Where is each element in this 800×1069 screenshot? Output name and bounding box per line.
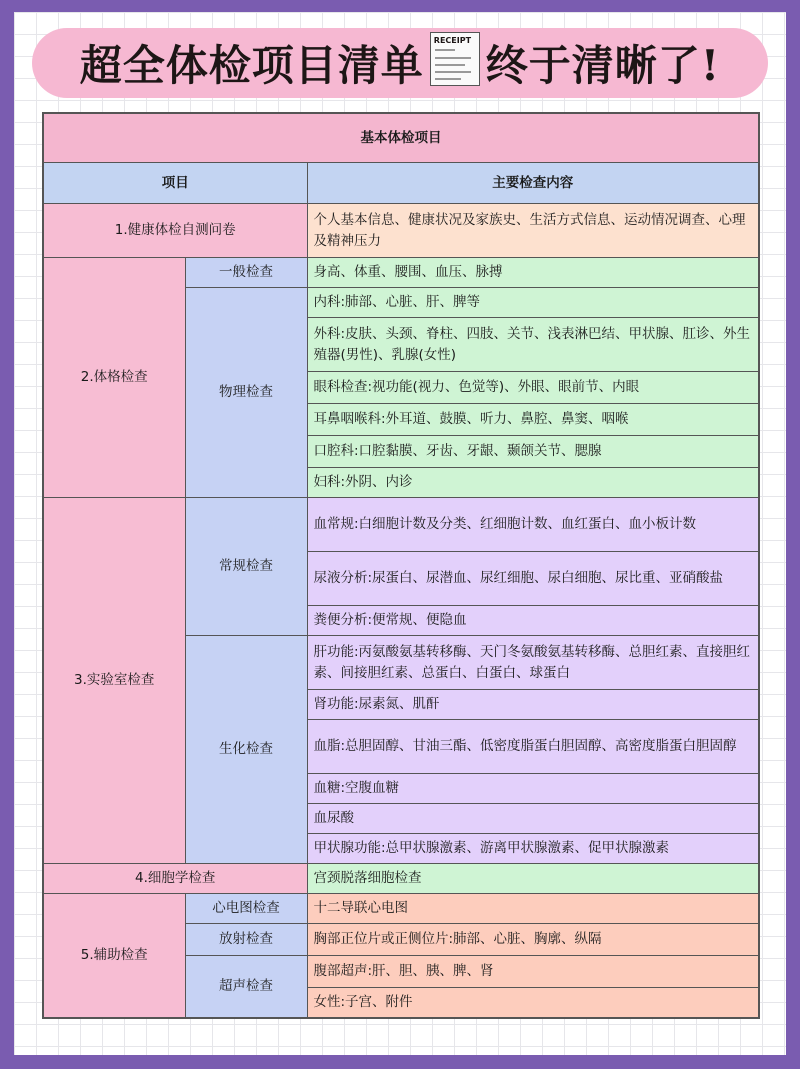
table-header: 基本体检项目 <box>43 113 759 163</box>
table-cell: 粪便分析:便常规、便隐血 <box>307 606 759 636</box>
receipt-icon-text: RECEIPT <box>433 36 472 45</box>
section-label: 2.体格检查 <box>43 258 185 498</box>
table-cell: 个人基本信息、健康状况及家族史、生活方式信息、运动情况调查、心理及精神压力 <box>307 204 759 258</box>
table-cell: 眼科检查:视功能(视力、色觉等)、外眼、眼前节、内眼 <box>307 372 759 404</box>
group-label: 物理检查 <box>185 288 307 498</box>
group-label: 超声检查 <box>185 956 307 1019</box>
column-header-item: 项目 <box>43 163 307 204</box>
table-cell: 口腔科:口腔黏膜、牙齿、牙龈、颞颌关节、腮腺 <box>307 436 759 468</box>
table-cell: 耳鼻咽喉科:外耳道、鼓膜、听力、鼻腔、鼻窦、咽喉 <box>307 404 759 436</box>
table-cell: 女性:子宫、附件 <box>307 988 759 1019</box>
exam-table <box>42 112 760 1019</box>
group-label: 常规检查 <box>185 498 307 636</box>
group-label: 一般检查 <box>185 258 307 288</box>
table-cell: 血常规:白细胞计数及分类、红细胞计数、血红蛋白、血小板计数 <box>307 498 759 552</box>
table-cell: 内科:肺部、心脏、肝、脾等 <box>307 288 759 318</box>
table-cell: 身高、体重、腰围、血压、脉搏 <box>307 258 759 288</box>
group-label: 心电图检查 <box>185 894 307 924</box>
receipt-icon <box>430 32 480 86</box>
table-cell: 血糖:空腹血糖 <box>307 774 759 804</box>
group-label: 放射检查 <box>185 924 307 956</box>
table-cell: 肝功能:丙氨酸氨基转移酶、天门冬氨酸氨基转移酶、总胆红素、直接胆红素、间接胆红素、总蛋白、白蛋白、球蛋白 <box>307 636 759 690</box>
section-label: 1.健康体检自测问卷 <box>43 204 307 258</box>
title-text-before: 超全体检项目清单 <box>79 41 424 90</box>
table-cell: 肾功能:尿素氮、肌酐 <box>307 690 759 720</box>
table-cell: 妇科:外阴、内诊 <box>307 468 759 498</box>
table-cell: 血尿酸 <box>307 804 759 834</box>
table-cell: 外科:皮肤、头颈、脊柱、四肢、关节、浅表淋巴结、甲状腺、肛诊、外生殖器(男性)、乳腺(女性) <box>307 318 759 372</box>
table-cell: 腹部超声:肝、胆、胰、脾、肾 <box>307 956 759 988</box>
section-label: 3.实验室检查 <box>43 498 185 864</box>
table-cell: 尿液分析:尿蛋白、尿潜血、尿红细胞、尿白细胞、尿比重、亚硝酸盐 <box>307 552 759 606</box>
section-label: 4.细胞学检查 <box>43 864 307 894</box>
title-text-after: 终于清晰了! <box>485 41 721 90</box>
table-cell: 血脂:总胆固醇、甘油三酯、低密度脂蛋白胆固醇、高密度脂蛋白胆固醇 <box>307 720 759 774</box>
table-cell: 十二导联心电图 <box>307 894 759 924</box>
table-cell: 胸部正位片或正侧位片:肺部、心脏、胸廓、纵隔 <box>307 924 759 956</box>
group-label: 生化检查 <box>185 636 307 864</box>
section-label: 5.辅助检查 <box>43 894 185 1019</box>
column-header-content: 主要检查内容 <box>307 163 759 204</box>
table-cell: 宫颈脱落细胞检查 <box>307 864 759 894</box>
page-title <box>32 28 768 98</box>
table-cell: 甲状腺功能:总甲状腺激素、游离甲状腺激素、促甲状腺激素 <box>307 834 759 864</box>
